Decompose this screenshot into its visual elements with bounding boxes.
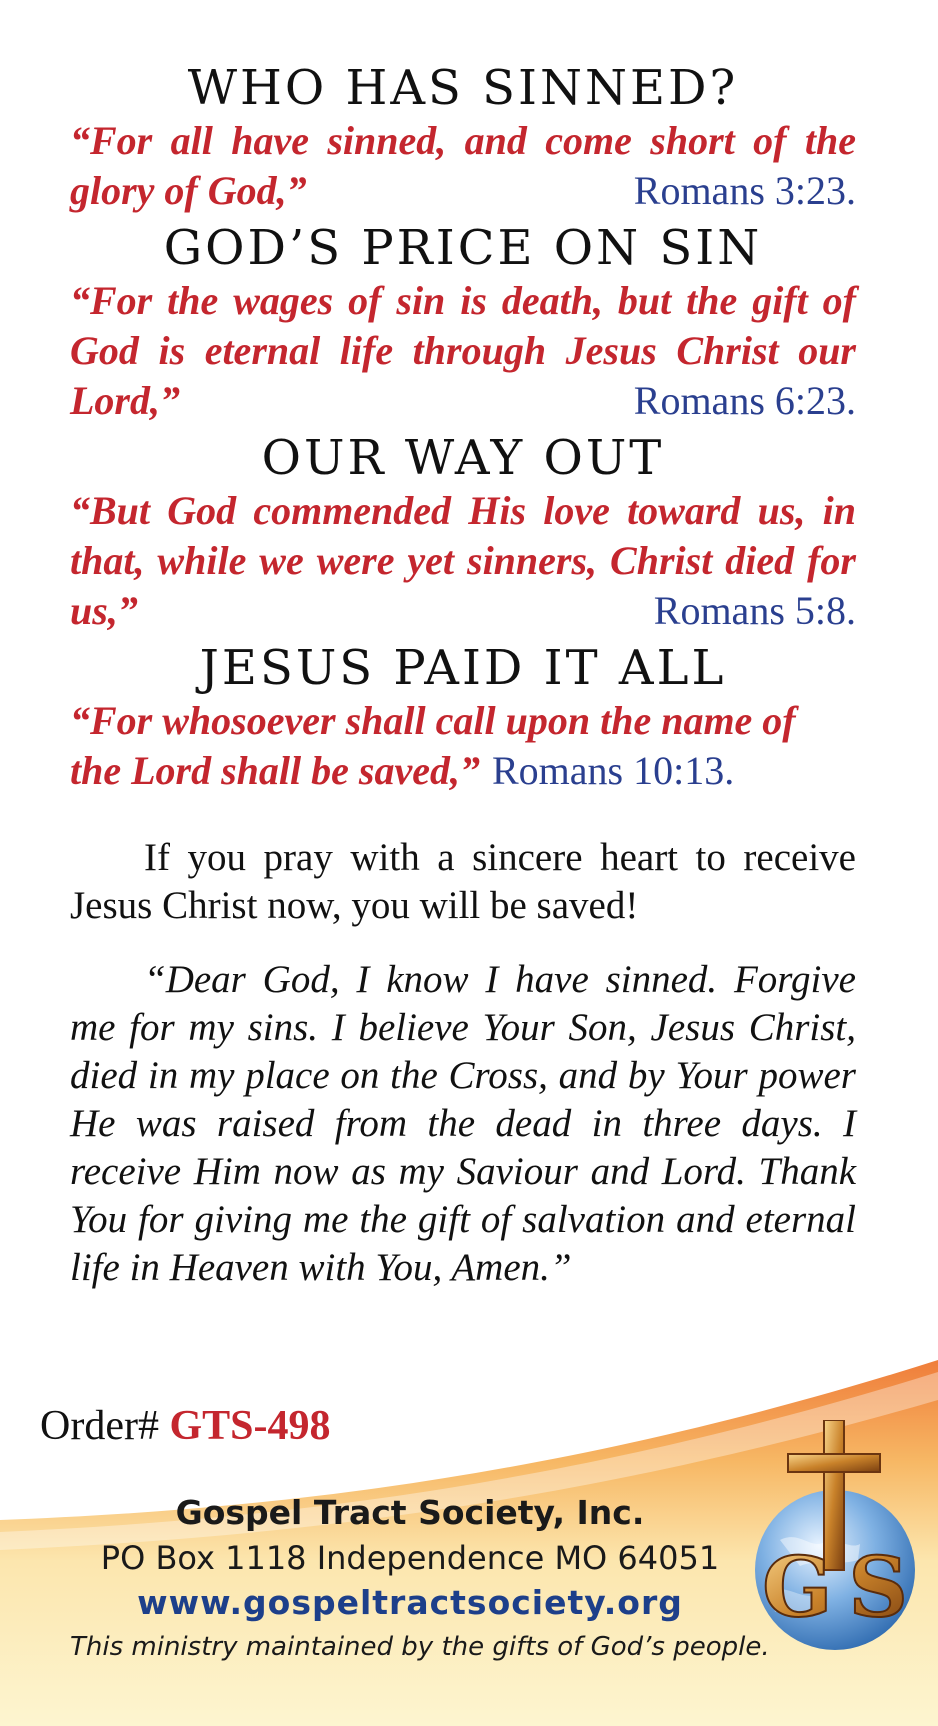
- publisher-info: [60, 1490, 760, 1626]
- order-code: GTS-498: [169, 1403, 331, 1449]
- heading-gods-price-on-sin: GOD’S PRICE ON SIN: [163, 220, 763, 276]
- heading-who-has-sinned: WHO HAS SINNED?: [187, 60, 739, 116]
- verse-text: “For all have sinned, and come short of the glory of God,”: [70, 118, 856, 213]
- order-number: [40, 1402, 330, 1450]
- verse-romans-5-8: [70, 486, 856, 636]
- tract-content: [70, 60, 856, 1292]
- invitation-text: If you pray with a sincere heart to receive Jesus Christ now, you will be saved!: [70, 836, 856, 927]
- verse-romans-3-23: [70, 116, 856, 216]
- ministry-note: This ministry maintained by the gifts of God’s people.: [70, 1632, 770, 1662]
- verse-reference: Romans 6:23.: [633, 378, 856, 423]
- verse-romans-6-23: [70, 276, 856, 426]
- heading-our-way-out: OUR WAY OUT: [261, 430, 665, 486]
- verse-text: “For the wages of sin is death, but the gift of God is eternal life through Jesus Christ our Lord,”: [70, 278, 856, 423]
- verse-text: “But God commended His love toward us, in that, while we were yet sinners, Christ died for us,”: [70, 488, 856, 633]
- verse-romans-10-13: [70, 696, 856, 796]
- logo-letters: G S: [762, 1540, 908, 1636]
- organization-name: Gospel Tract Society, Inc.: [175, 1493, 645, 1532]
- verse-reference: Romans 5:8.: [653, 588, 856, 633]
- website-link[interactable]: www.gospeltractsociety.org: [137, 1583, 683, 1622]
- mailing-address: PO Box 1118 Independence MO 64051: [100, 1539, 720, 1577]
- sinners-prayer: “Dear God, I know I have sinned. Forgive me for my sins. I believe Your Son, Jesus Christ, died in my place on the Cross, and by Your power He was raised from the dead in three days. I receive Him now as my Saviour and Lord. Thank You for giving me the gift of salvation and eternal life in Heaven with You, Amen.”: [70, 958, 856, 1289]
- verse-text: “For whosoever shall call upon the name of the Lord shall be saved,”: [70, 698, 796, 793]
- verse-reference: Romans 3:23.: [633, 168, 856, 213]
- verse-reference: Romans 10:13.: [491, 748, 735, 793]
- order-label: Order#: [40, 1403, 159, 1449]
- heading-jesus-paid-it-all: JESUS PAID IT ALL: [199, 640, 727, 696]
- cross-globe-logo-icon: [740, 1420, 926, 1656]
